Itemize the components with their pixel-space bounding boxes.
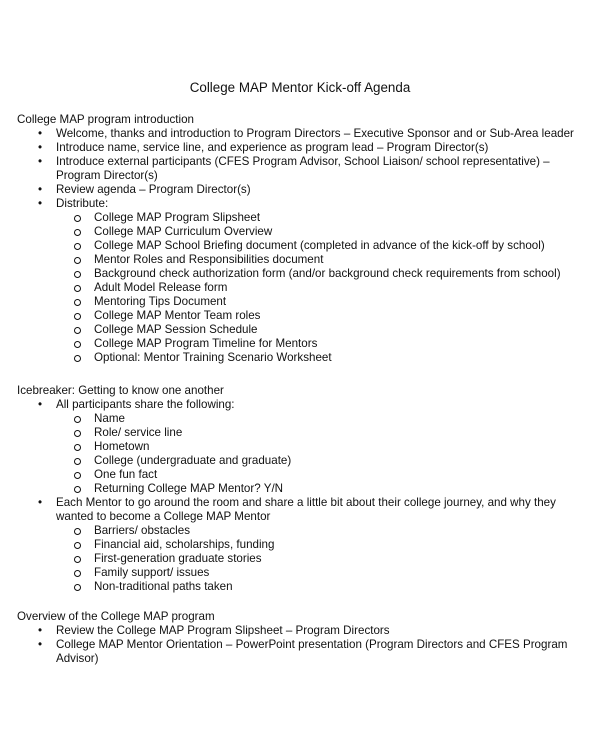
circle-bullet-icon [74,542,81,549]
bullet-icon: • [37,496,43,509]
section-heading: Overview of the College MAP program [17,610,215,623]
sub-list-item: College MAP School Briefing document (completed in advance of the kick-off by school) [17,239,592,253]
list-item: • All participants share the following: Name Role/ service line Hometown College (undergraduate and graduate) One fun fact Returning College MAP Mentor? Y/N [17,398,592,496]
bullet-list [17,398,592,594]
bullet-icon: • [37,155,43,168]
circle-bullet-icon [74,584,81,591]
sub-list-item: Background check authorization form (and/or background check requirements from school) [17,267,592,281]
circle-bullet-icon [74,243,81,250]
sub-list-item: Hometown [17,440,592,454]
sub-list-item: Barriers/ obstacles [17,524,592,538]
bullet-icon: • [37,197,43,210]
sub-list-item: College MAP Session Schedule [17,323,592,337]
list-item: • Introduce external participants (CFES Program Advisor, School Liaison/ school representative) – Program Director(s) [17,155,592,183]
sub-list-item: College MAP Curriculum Overview [17,225,592,239]
list-item: • Welcome, thanks and introduction to Program Directors – Executive Sponsor and or Sub-Area leader [17,127,592,141]
sub-list-item: Mentor Roles and Responsibilities document [17,253,592,267]
bullet-icon: • [37,183,43,196]
sub-list-item: Returning College MAP Mentor? Y/N [17,482,592,496]
circle-bullet-icon [74,416,81,423]
bullet-icon: • [37,127,43,140]
sub-list-item: Optional: Mentor Training Scenario Worksheet [17,351,592,365]
circle-bullet-icon [74,528,81,535]
section-program-introduction [17,113,592,365]
circle-bullet-icon [74,355,81,362]
list-item: • Introduce name, service line, and experience as program lead – Program Director(s) [17,141,592,155]
circle-bullet-icon [74,327,81,334]
circle-bullet-icon [74,271,81,278]
circle-bullet-icon [74,430,81,437]
sub-list-item: College MAP Program Slipsheet [17,211,592,225]
circle-bullet-icon [74,472,81,479]
sub-list-item: Adult Model Release form [17,281,592,295]
sub-list [56,524,592,594]
page-title: College MAP Mentor Kick-off Agenda [189,80,411,95]
list-item: • Review the College MAP Program Slipsheet – Program Directors [17,624,592,638]
section-heading: College MAP program introduction [17,113,195,126]
bullet-icon: • [37,398,43,411]
circle-bullet-icon [74,229,81,236]
bullet-icon: • [37,141,43,154]
bullet-list [17,624,592,666]
bullet-icon: • [37,624,43,637]
section-icebreaker [17,384,592,594]
circle-bullet-icon [74,570,81,577]
sub-list [56,211,592,365]
circle-bullet-icon [74,299,81,306]
sub-list-item: One fun fact [17,468,592,482]
sub-list-item: Name [17,412,592,426]
section-heading: Icebreaker: Getting to know one another [17,384,224,397]
sub-list-item: College MAP Program Timeline for Mentors [17,337,592,351]
sub-list-item: Financial aid, scholarships, funding [17,538,592,552]
sub-list-item: College MAP Mentor Team roles [17,309,592,323]
list-item: • Each Mentor to go around the room and share a little bit about their college journey, and why they wanted to become a College MAP Mentor Barriers/ obstacles Financial aid, scholarships, funding First-generation graduate stories Family support/ issues Non-traditional paths taken [17,496,592,594]
circle-bullet-icon [74,257,81,264]
sub-list-item: Family support/ issues [17,566,592,580]
sub-list-item: First-generation graduate stories [17,552,592,566]
sub-list-item: College (undergraduate and graduate) [17,454,592,468]
bullet-icon: • [37,638,43,651]
sub-list-item: Mentoring Tips Document [17,295,592,309]
circle-bullet-icon [74,313,81,320]
circle-bullet-icon [74,458,81,465]
circle-bullet-icon [74,215,81,222]
list-item: • College MAP Mentor Orientation – PowerPoint presentation (Program Directors and CFES Program Advisor) [17,638,592,666]
circle-bullet-icon [74,444,81,451]
sub-list-item: Non-traditional paths taken [17,580,592,594]
circle-bullet-icon [74,486,81,493]
circle-bullet-icon [74,556,81,563]
section-program-overview [17,610,592,666]
sub-list [56,412,592,496]
list-item: • Distribute: College MAP Program Slipsheet College MAP Curriculum Overview College MAP School Briefing document (completed in advance of the kick-off by school) Mentor Roles and Responsibilities document Background check authorization form (and/or background check requirements from school) Adult Model Release form Mentoring Tips Document College MAP Mentor Team roles College MAP Session Schedule College MAP Program Timeline for Mentors Optional: Mentor Training Scenario Worksheet [17,197,592,365]
list-item: • Review agenda – Program Director(s) [17,183,592,197]
sub-list-item: Role/ service line [17,426,592,440]
circle-bullet-icon [74,341,81,348]
circle-bullet-icon [74,285,81,292]
bullet-list [17,127,592,365]
